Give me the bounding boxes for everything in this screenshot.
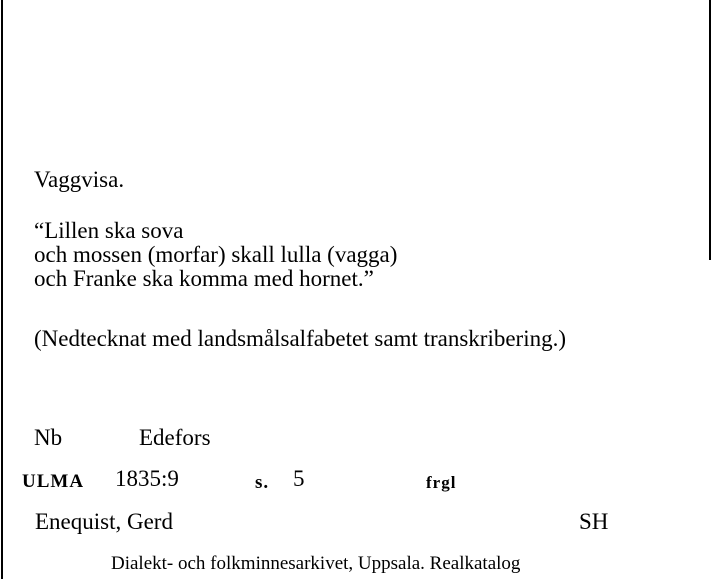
category-code: frgl (426, 473, 457, 492)
page-number: 5 (293, 466, 305, 491)
verse-text (34, 219, 397, 291)
transcription-note: (Nedtecknat med landsmålsalfabetet samt transkribering.) (34, 326, 566, 351)
verse-line: och Franke ska komma med hornet.” (34, 266, 374, 291)
card-title: Vaggvisa. (34, 167, 125, 192)
archive-footer: Dialekt- och folkminnesarkivet, Uppsala. Realkatalog (111, 553, 521, 574)
card-left-edge (1, 0, 3, 579)
page-label: s. (255, 472, 270, 493)
collector-name: Enequist, Gerd (35, 509, 173, 534)
archive-number: 1835:9 (115, 466, 179, 491)
recorder-initials: SH (579, 509, 609, 534)
archive-code: ULMA (22, 471, 85, 492)
verse-line: och mossen (morfar) skall lulla (vagga) (34, 242, 398, 267)
verse-line: “Lillen ska sova (34, 218, 184, 243)
place-name: Edefors (139, 425, 211, 450)
place-code: Nb (34, 425, 63, 450)
